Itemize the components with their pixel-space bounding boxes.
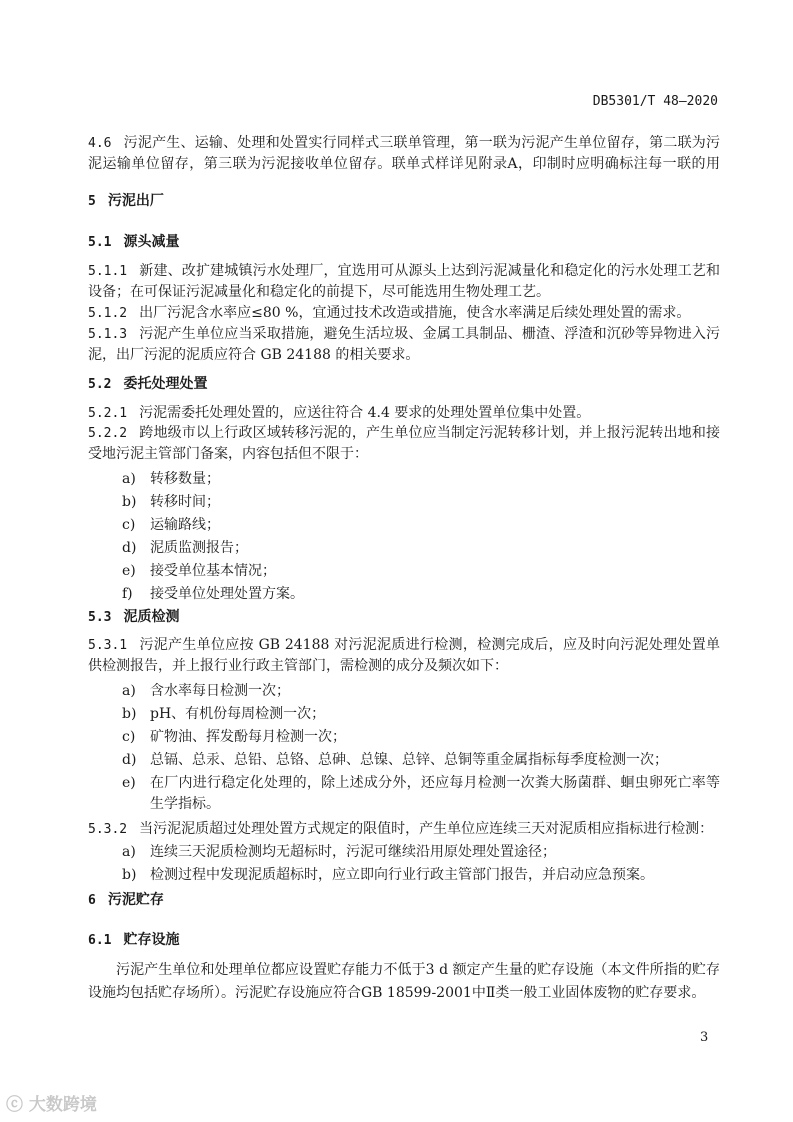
clause-text: 污泥产生单位应按 GB 24188 对污泥泥质进行检测，检测完成后，应及时向污泥处理处置单	[139, 637, 720, 653]
clause-5-2-1	[88, 404, 590, 423]
list-item-label: d)	[122, 752, 137, 768]
section-title: 泥质检测	[123, 609, 180, 625]
clause-5-2-2-line-2: 受地污泥主管部门备案，内容包括但不限于：	[88, 446, 368, 462]
section-title: 污泥贮存	[107, 892, 164, 908]
clause-5-1-3-line-2: 泥，出厂污泥的泥质应符合 GB 24188 的相关要求。	[88, 347, 420, 363]
list-item-label: a)	[122, 844, 136, 860]
list-item-label: b)	[122, 706, 137, 722]
clause-number: 5.1.3	[88, 327, 128, 342]
clause-text: 污泥产生、运输、处理和处置实行同样式三联单管理，第一联为污泥产生单位留存，第二联为污	[123, 135, 720, 151]
clause-text: 出厂污泥含水率应≤80 %，宜通过技术改造或措施，使含水率满足后续处理处置的需求。	[139, 305, 691, 321]
list-item-label: b)	[122, 494, 137, 510]
list-item-label: c)	[122, 729, 136, 745]
list-item: 矿物油、挥发酚每月检测一次；	[150, 729, 346, 745]
page-number: 3	[700, 1030, 709, 1045]
section-5-1-heading	[88, 233, 179, 252]
list-item-label: f)	[122, 586, 133, 602]
clause-number: 5.3.1	[88, 638, 128, 653]
list-item-continuation: 生学指标。	[150, 796, 220, 812]
section-5-heading	[88, 192, 164, 211]
clause-5-1-2	[88, 304, 690, 323]
clause-text: 跨地级市以上行政区域转移污泥的，产生单位应当制定污泥转移计划，并上报污泥转出地和接	[139, 425, 720, 441]
clause-5-1-1-line-2: 设备；在可保证污泥减量化和稳定化的前提下，尽可能选用生物处理工艺。	[88, 284, 550, 300]
watermark	[6, 1090, 97, 1115]
section-number: 5.1	[88, 235, 112, 250]
section-6-heading	[88, 891, 164, 910]
section-title: 污泥出厂	[107, 193, 164, 209]
section-number: 5.2	[88, 377, 112, 392]
list-item: 在厂内进行稳定化处理的，除上述成分外，还应每月检测一次粪大肠菌群、蛔虫卵死亡率等	[150, 775, 720, 791]
list-item-label: e)	[122, 563, 136, 579]
clause-text: 污泥需委托处理处置的，应送往符合 4.4 要求的处理处置单位集中处置。	[139, 405, 591, 421]
clause-5-2-2-line-1	[88, 424, 720, 442]
list-item: 转移时间；	[150, 494, 220, 510]
clause-number: 4.6	[88, 136, 112, 151]
section-number: 6	[88, 893, 96, 908]
list-item: 检测过程中发现泥质超标时，应立即向行业行政主管部门报告，并启动应急预案。	[150, 867, 654, 883]
clause-number: 5.2.2	[88, 426, 128, 441]
clause-5-1-3-line-1	[88, 325, 720, 343]
clause-text: 当污泥泥质超过处理处置方式规定的限值时，产生单位应连续三天对泥质相应指标进行检测：	[139, 821, 714, 837]
list-item-label: e)	[122, 775, 136, 791]
clause-text: 新建、改扩建城镇污水处理厂，宜选用可从源头上达到污泥减量化和稳定化的污水处理工艺和	[139, 263, 720, 279]
list-item: 总镉、总汞、总铅、总铬、总砷、总镍、总锌、总铜等重金属指标每季度检测一次；	[150, 752, 668, 768]
paragraph-6-1-line-1: 污泥产生单位和处理单位都应设置贮存能力不低于3 d 额定产生量的贮存设施（本文件所指的贮存	[116, 962, 720, 978]
section-6-1-heading	[88, 931, 179, 950]
clause-5-3-1-line-2: 供检测报告，并上报行业行政主管部门，需检测的成分及频次如下：	[88, 658, 508, 674]
section-title: 委托处理处置	[123, 376, 208, 392]
clause-text: 污泥产生单位应当采取措施，避免生活垃圾、金属工具制品、栅渣、浮渣和沉砂等异物进入污	[139, 326, 720, 342]
section-5-2-heading	[88, 375, 207, 394]
section-title: 源头减量	[123, 234, 180, 250]
watermark-logo-icon: ⓒ	[6, 1095, 29, 1115]
section-number: 5.3	[88, 610, 112, 625]
list-item: 运输路线；	[150, 517, 220, 533]
list-item-label: d)	[122, 540, 137, 556]
list-item: 泥质监测报告；	[150, 540, 248, 556]
clause-5-3-2	[88, 820, 713, 839]
clause-4-6-line-1	[88, 134, 720, 152]
list-item-label: c)	[122, 517, 136, 533]
document-code: DB5301/T 48—2020	[592, 94, 718, 109]
list-item: 接受单位基本情况；	[150, 563, 276, 579]
clause-number: 5.3.2	[88, 822, 128, 837]
section-title: 贮存设施	[123, 932, 180, 948]
paragraph-6-1-line-2: 设施均包括贮存场所）。污泥贮存设施应符合GB 18599-2001中Ⅱ类一般工业固体废物的贮存要求。	[88, 985, 706, 1001]
clause-5-3-1-line-1	[88, 636, 720, 654]
clause-4-6-line-2: 泥运输单位留存，第三联为污泥接收单位留存。联单式样详见附录A，印制时应明确标注每一联的用	[88, 156, 720, 172]
list-item: 接受单位处理处置方案。	[150, 586, 304, 602]
section-number: 6.1	[88, 933, 112, 948]
list-item-label: b)	[122, 867, 137, 883]
clause-number: 5.2.1	[88, 406, 128, 421]
clause-number: 5.1.1	[88, 264, 128, 279]
section-5-3-heading	[88, 608, 179, 627]
list-item: 转移数量；	[150, 471, 220, 487]
list-item-label: a)	[122, 471, 136, 487]
watermark-text: 大数跨境	[28, 1095, 97, 1115]
clause-5-1-1-line-1	[88, 262, 720, 280]
clause-number: 5.1.2	[88, 306, 128, 321]
list-item: pH、有机份每周检测一次；	[150, 706, 326, 722]
list-item: 连续三天泥质检测均无超标时，污泥可继续沿用原处理处置途径；	[150, 844, 556, 860]
section-number: 5	[88, 194, 96, 209]
list-item: 含水率每日检测一次；	[150, 683, 290, 699]
list-item-label: a)	[122, 683, 136, 699]
